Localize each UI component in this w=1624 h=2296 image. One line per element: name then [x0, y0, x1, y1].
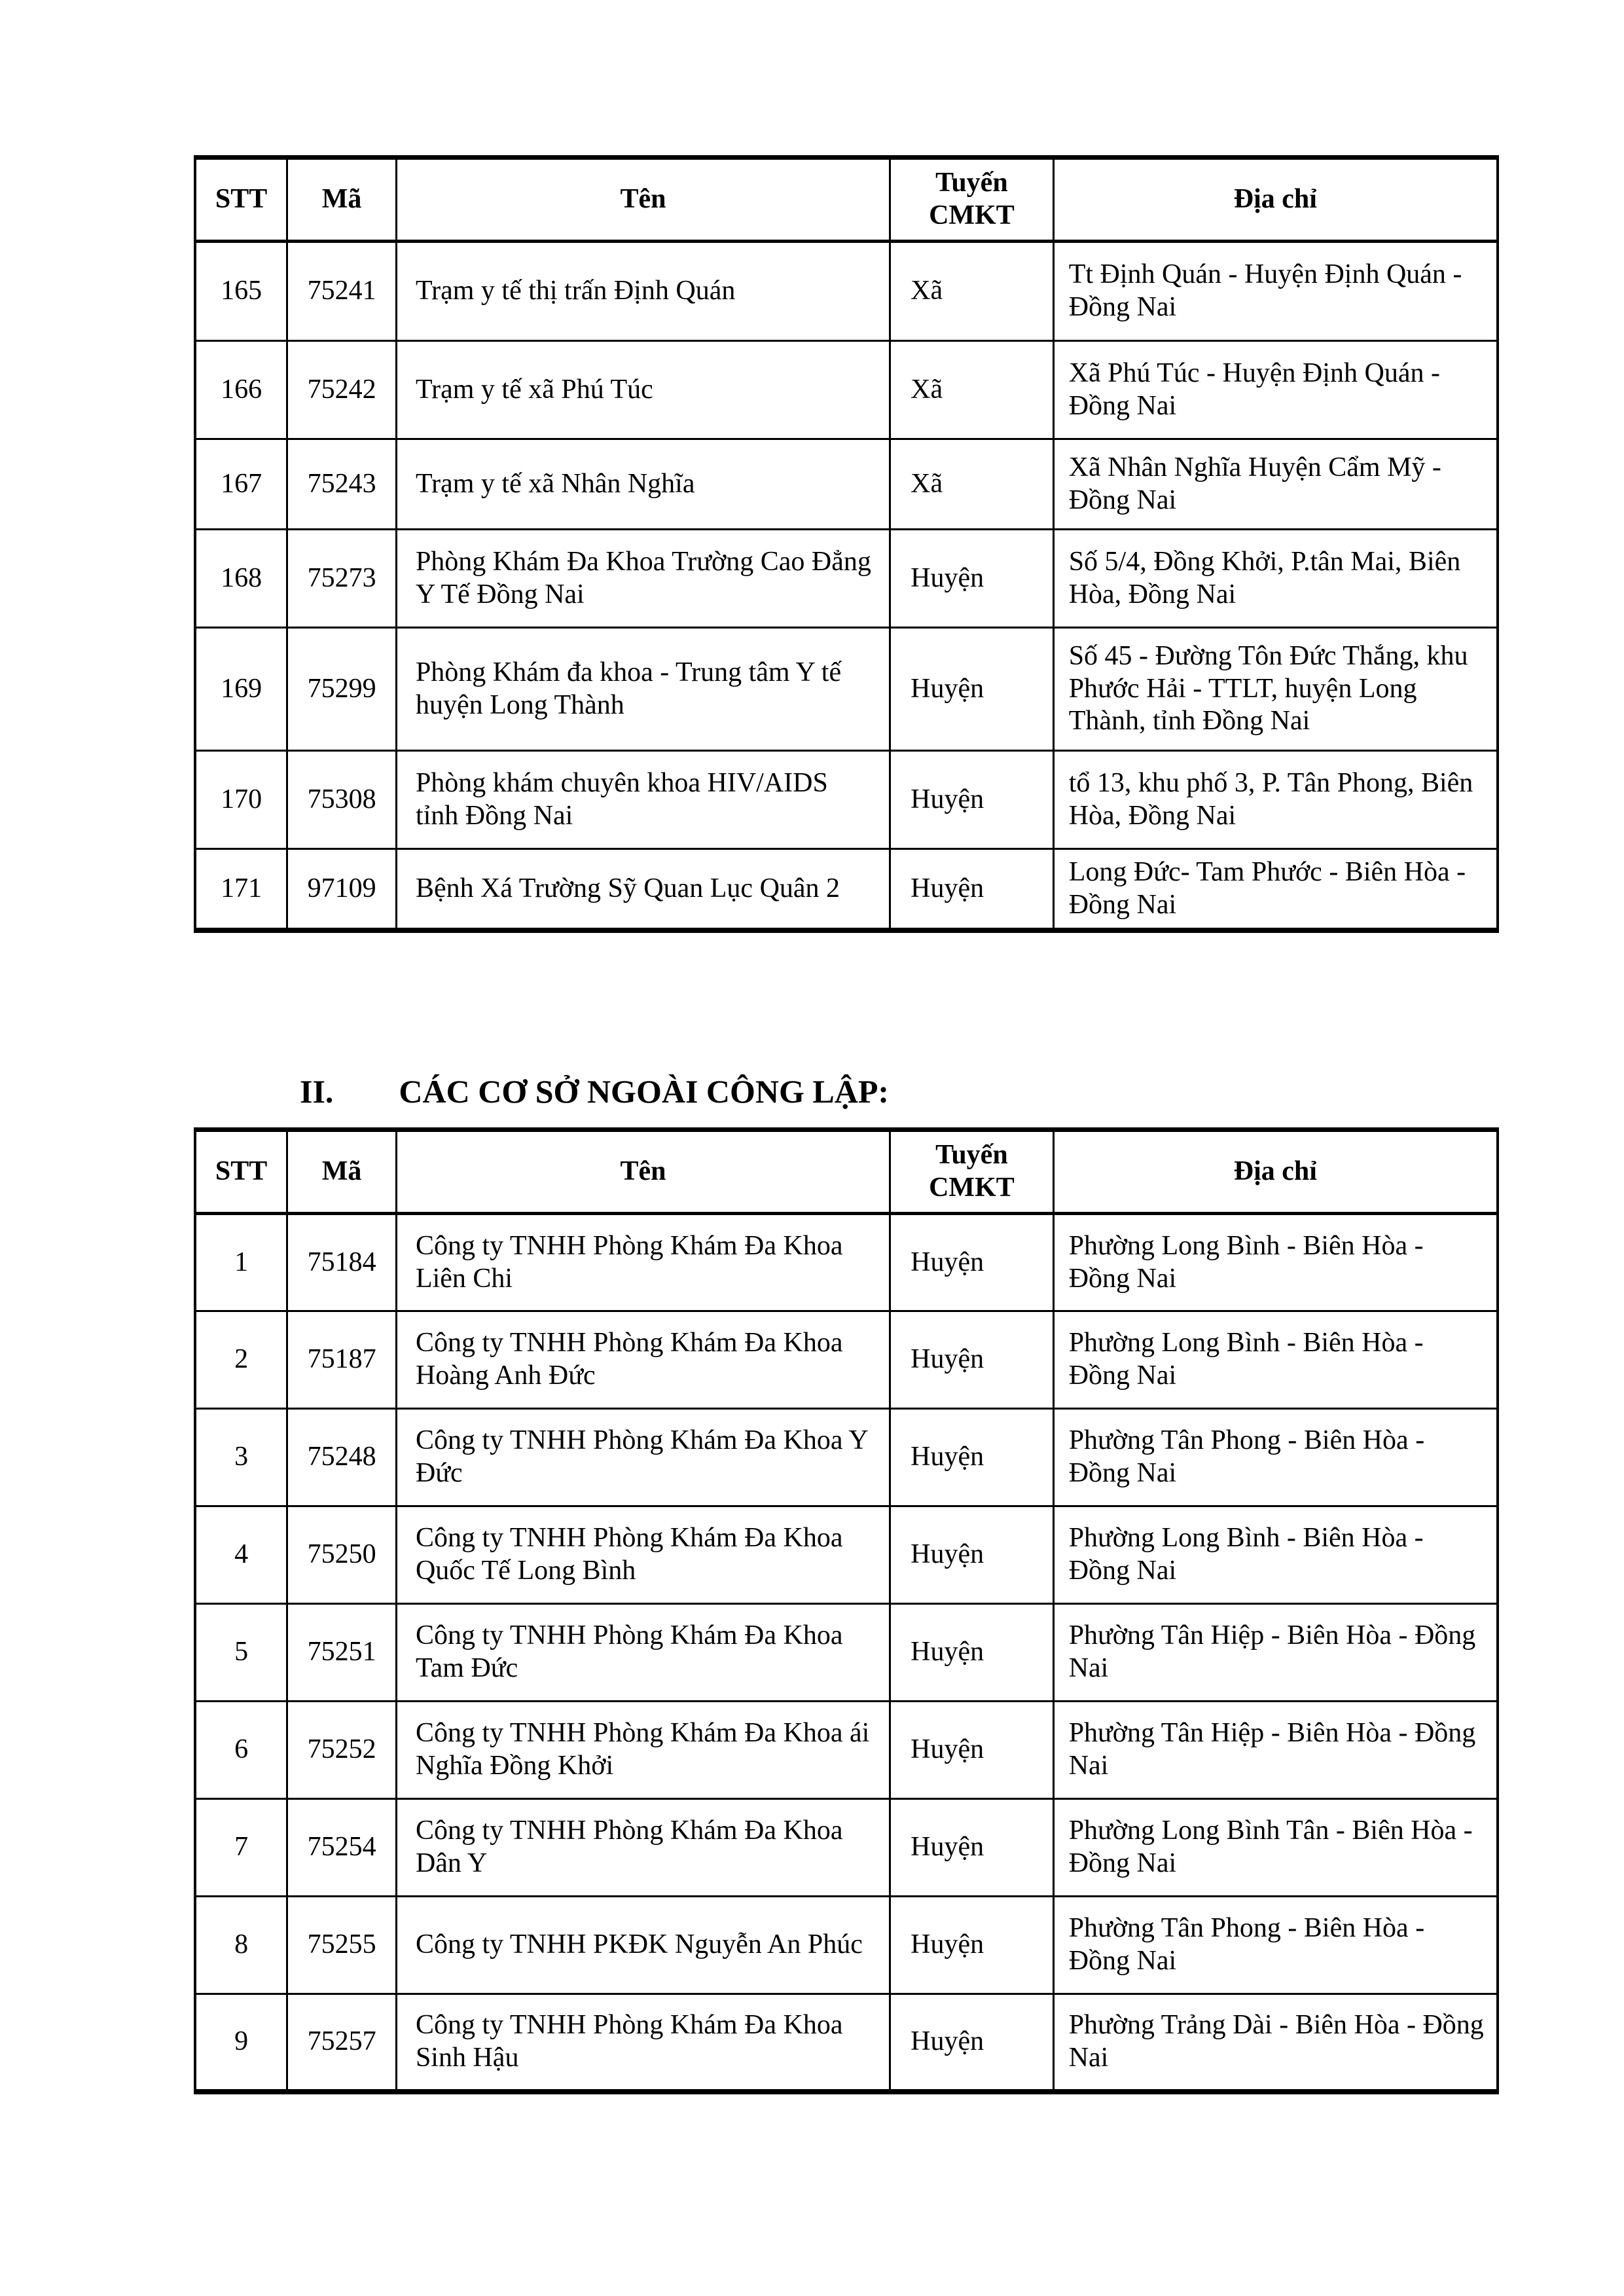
- col-header-stt: STT: [195, 1130, 287, 1214]
- table-row: [195, 1897, 1498, 1994]
- cell-tuyen-cmkt: Huyện: [890, 751, 1054, 849]
- cell-ma: 75242: [287, 341, 397, 439]
- table-row: [195, 1799, 1498, 1897]
- cell-dia-chi: Phường Long Bình - Biên Hòa - Đồng Nai: [1053, 1506, 1498, 1604]
- table1-body: [195, 242, 1498, 931]
- col-header-ma: Mã: [287, 158, 397, 242]
- cell-dia-chi: Phường Long Bình Tân - Biên Hòa - Đồng Nai: [1053, 1799, 1498, 1897]
- table-header-row: [195, 158, 1498, 242]
- cell-ten: Phòng Khám đa khoa - Trung tâm Y tế huyện Long Thành: [396, 628, 890, 751]
- cell-ten: Phòng Khám Đa Khoa Trường Cao Đẳng Y Tế Đồng Nai: [396, 530, 890, 628]
- non-public-facilities-table: [194, 1127, 1499, 2094]
- col-header-ma: Mã: [287, 1130, 397, 1214]
- col-header-dia-chi: Địa chỉ: [1053, 158, 1498, 242]
- cell-tuyen-cmkt: Huyện: [890, 849, 1054, 931]
- cell-stt: 5: [195, 1604, 287, 1702]
- cell-tuyen-cmkt: Huyện: [890, 1702, 1054, 1799]
- cell-stt: 167: [195, 439, 287, 530]
- cell-ten: Công ty TNHH Phòng Khám Đa Khoa Quốc Tế Long Bình: [396, 1506, 890, 1604]
- cell-stt: 1: [195, 1214, 287, 1311]
- cell-tuyen-cmkt: Huyện: [890, 1214, 1054, 1311]
- cell-dia-chi: Xã Phú Túc - Huyện Định Quán - Đồng Nai: [1053, 341, 1498, 439]
- cell-stt: 168: [195, 530, 287, 628]
- cell-stt: 165: [195, 242, 287, 341]
- cell-dia-chi: Phường Trảng Dài - Biên Hòa - Đồng Nai: [1053, 1994, 1498, 2092]
- table2-body: [195, 1214, 1498, 2092]
- cell-ten: Công ty TNHH Phòng Khám Đa Khoa Hoàng Anh Đức: [396, 1311, 890, 1409]
- section-title: CÁC CƠ SỞ NGOÀI CÔNG LẬP:: [399, 1073, 890, 1110]
- cell-stt: 170: [195, 751, 287, 849]
- section-numeral: II.: [300, 1073, 334, 1110]
- table-row: [195, 1604, 1498, 1702]
- cell-ma: 75187: [287, 1311, 397, 1409]
- cell-ma: 75308: [287, 751, 397, 849]
- cell-ma: 75241: [287, 242, 397, 341]
- cell-tuyen-cmkt: Huyện: [890, 1604, 1054, 1702]
- cell-dia-chi: tổ 13, khu phố 3, P. Tân Phong, Biên Hòa, Đồng Nai: [1053, 751, 1498, 849]
- cell-dia-chi: Phường Tân Phong - Biên Hòa - Đồng Nai: [1053, 1897, 1498, 1994]
- cell-stt: 6: [195, 1702, 287, 1799]
- table1-header: [195, 158, 1498, 242]
- cell-tuyen-cmkt: Huyện: [890, 1994, 1054, 2092]
- cell-tuyen-cmkt: Xã: [890, 439, 1054, 530]
- cell-tuyen-cmkt: Huyện: [890, 1897, 1054, 1994]
- cell-ma: 75254: [287, 1799, 397, 1897]
- cell-dia-chi: Số 45 - Đường Tôn Đức Thắng, khu Phước Hải - TTLT, huyện Long Thành, tỉnh Đồng Nai: [1053, 628, 1498, 751]
- table2-header: [195, 1130, 1498, 1214]
- cell-tuyen-cmkt: Huyện: [890, 530, 1054, 628]
- public-facilities-table-continued: [194, 155, 1499, 933]
- cell-ten: Công ty TNHH PKĐK Nguyễn An Phúc: [396, 1897, 890, 1994]
- cell-ma: 75251: [287, 1604, 397, 1702]
- table-row: [195, 439, 1498, 530]
- cell-stt: 2: [195, 1311, 287, 1409]
- cell-dia-chi: Phường Long Bình - Biên Hòa - Đồng Nai: [1053, 1311, 1498, 1409]
- cell-ten: Công ty TNHH Phòng Khám Đa Khoa Liên Chi: [396, 1214, 890, 1311]
- cell-dia-chi: Phường Tân Hiệp - Biên Hòa - Đồng Nai: [1053, 1604, 1498, 1702]
- cell-dia-chi: Phường Long Bình - Biên Hòa - Đồng Nai: [1053, 1214, 1498, 1311]
- cell-ten: Trạm y tế xã Nhân Nghĩa: [396, 439, 890, 530]
- table-header-row: [195, 1130, 1498, 1214]
- table-row: [195, 341, 1498, 439]
- cell-ten: Công ty TNHH Phòng Khám Đa Khoa Y Đức: [396, 1409, 890, 1506]
- cell-tuyen-cmkt: Xã: [890, 242, 1054, 341]
- table-row: [195, 751, 1498, 849]
- cell-tuyen-cmkt: Huyện: [890, 1409, 1054, 1506]
- col-header-stt: STT: [195, 158, 287, 242]
- cell-stt: 7: [195, 1799, 287, 1897]
- cell-ma: 75243: [287, 439, 397, 530]
- cell-dia-chi: Xã Nhân Nghĩa Huyện Cẩm Mỹ - Đồng Nai: [1053, 439, 1498, 530]
- cell-dia-chi: Phường Tân Phong - Biên Hòa - Đồng Nai: [1053, 1409, 1498, 1506]
- table-row: [195, 1506, 1498, 1604]
- table-row: [195, 1994, 1498, 2092]
- cell-stt: 171: [195, 849, 287, 931]
- table-row: [195, 628, 1498, 751]
- cell-ma: 75250: [287, 1506, 397, 1604]
- cell-ma: 75273: [287, 530, 397, 628]
- section-heading-non-public: [300, 1072, 889, 1110]
- cell-ten: Công ty TNHH Phòng Khám Đa Khoa ái Nghĩa Đồng Khởi: [396, 1702, 890, 1799]
- cell-tuyen-cmkt: Xã: [890, 341, 1054, 439]
- cell-ma: 75184: [287, 1214, 397, 1311]
- cell-tuyen-cmkt: Huyện: [890, 628, 1054, 751]
- cell-stt: 166: [195, 341, 287, 439]
- col-header-tuyen-cmkt: Tuyến CMKT: [890, 1130, 1054, 1214]
- cell-stt: 3: [195, 1409, 287, 1506]
- cell-ma: 75248: [287, 1409, 397, 1506]
- cell-ten: Công ty TNHH Phòng Khám Đa Khoa Sinh Hậu: [396, 1994, 890, 2092]
- cell-ma: 75252: [287, 1702, 397, 1799]
- cell-ma: 75299: [287, 628, 397, 751]
- table-row: [195, 530, 1498, 628]
- cell-ma: 97109: [287, 849, 397, 931]
- table-row: [195, 242, 1498, 341]
- cell-stt: 169: [195, 628, 287, 751]
- table-row: [195, 1311, 1498, 1409]
- cell-ten: Phòng khám chuyên khoa HIV/AIDS tỉnh Đồng Nai: [396, 751, 890, 849]
- col-header-dia-chi: Địa chỉ: [1053, 1130, 1498, 1214]
- table-row: [195, 1409, 1498, 1506]
- cell-ma: 75257: [287, 1994, 397, 2092]
- cell-stt: 4: [195, 1506, 287, 1604]
- col-header-tuyen-cmkt: Tuyến CMKT: [890, 158, 1054, 242]
- table-row: [195, 1702, 1498, 1799]
- cell-stt: 8: [195, 1897, 287, 1994]
- cell-dia-chi: Số 5/4, Đồng Khởi, P.tân Mai, Biên Hòa, Đồng Nai: [1053, 530, 1498, 628]
- table-row: [195, 1214, 1498, 1311]
- col-header-ten: Tên: [396, 158, 890, 242]
- cell-tuyen-cmkt: Huyện: [890, 1799, 1054, 1897]
- cell-ten: Công ty TNHH Phòng Khám Đa Khoa Dân Y: [396, 1799, 890, 1897]
- cell-dia-chi: Phường Tân Hiệp - Biên Hòa - Đồng Nai: [1053, 1702, 1498, 1799]
- cell-ten: Trạm y tế thị trấn Định Quán: [396, 242, 890, 341]
- cell-ten: Trạm y tế xã Phú Túc: [396, 341, 890, 439]
- cell-dia-chi: Long Đức- Tam Phước - Biên Hòa - Đồng Nai: [1053, 849, 1498, 931]
- col-header-ten: Tên: [396, 1130, 890, 1214]
- cell-tuyen-cmkt: Huyện: [890, 1506, 1054, 1604]
- cell-tuyen-cmkt: Huyện: [890, 1311, 1054, 1409]
- table-row: [195, 849, 1498, 931]
- cell-stt: 9: [195, 1994, 287, 2092]
- cell-ten: Bệnh Xá Trường Sỹ Quan Lục Quân 2: [396, 849, 890, 931]
- cell-ma: 75255: [287, 1897, 397, 1994]
- cell-dia-chi: Tt Định Quán - Huyện Định Quán - Đồng Nai: [1053, 242, 1498, 341]
- cell-ten: Công ty TNHH Phòng Khám Đa Khoa Tam Đức: [396, 1604, 890, 1702]
